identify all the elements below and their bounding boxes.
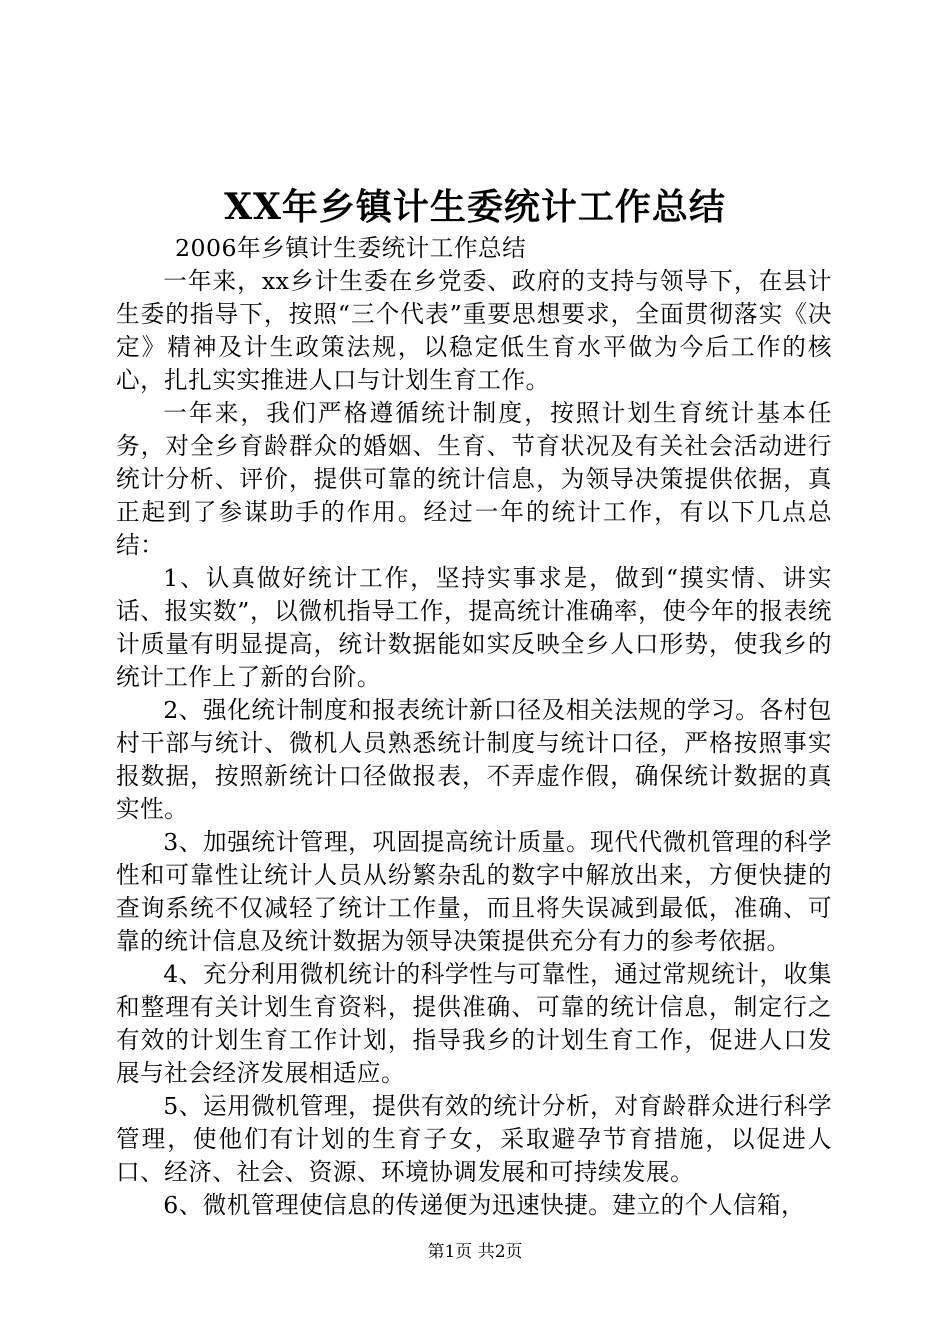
document-subtitle: 2006年乡镇计生委统计工作总结	[175, 234, 527, 262]
paragraph-summary-intro: 一年来，我们严格遵循统计制度，按照计划生育统计基本任务，对全乡育龄群众的婚姻、生育、节育状况及有关社会活动进行统计分析、评价，提供可靠的统计信息，为领导决策提供依据，真正起到了参谋助手的作用。经过一年的统计工作，有以下几点总结：	[116, 399, 832, 559]
paragraph-point-2: 2、强化统计制度和报表统计新口径及相关法规的学习。各村包村干部与统计、微机人员熟悉统计制度与统计口径，严格按照事实报数据，按照新统计口径做报表，不弄虚作假，确保统计数据的真实性。	[116, 696, 832, 823]
document-title: XX年乡镇计生委统计工作总结	[224, 186, 726, 228]
document-body	[116, 232, 832, 1222]
paragraph-point-1: 1、认真做好统计工作，坚持实事求是，做到“摸实情、讲实话、报实数”，以微机指导工作，提高统计准确率，使今年的报表统计质量有明显提高，统计数据能如实反映全乡人口形势，使我乡的统计工作上了新的台阶。	[116, 564, 832, 691]
paragraph-point-3: 3、加强统计管理，巩固提高统计质量。现代代微机管理的科学性和可靠性让统计人员从纷繁杂乱的数字中解放出来，方便快捷的查询系统不仅减轻了统计工作量，而且将失误减到最低，准确、可靠的统计信息及统计数据为领导决策提供充分有力的参考依据。	[116, 828, 832, 955]
paragraph-point-4: 4、充分利用微机统计的科学性与可靠性，通过常规统计，收集和整理有关计划生育资料，提供准确、可靠的统计信息，制定行之有效的计划生育工作计划，指导我乡的计划生育工作，促进人口发展与社会经济发展相适应。	[116, 960, 832, 1087]
paragraph-intro: 一年来，xx乡计生委在乡党委、政府的支持与领导下，在县计生委的指导下，按照“三个代表”重要思想要求，全面贯彻落实《决定》精神及计生政策法规，以稳定低生育水平做为今后工作的核心，扎扎实实推进人口与计划生育工作。	[116, 267, 832, 394]
page-number-footer: 第1页 共2页	[427, 1242, 523, 1262]
paragraph-point-5: 5、运用微机管理，提供有效的统计分析，对育龄群众进行科学管理，使他们有计划的生育子女，采取避孕节育措施，以促进人口、经济、社会、资源、环境协调发展和可持续发展。	[116, 1092, 832, 1186]
paragraph-point-6: 6、微机管理使信息的传递便为迅速快捷。建立的个人信箱，	[163, 1191, 806, 1219]
